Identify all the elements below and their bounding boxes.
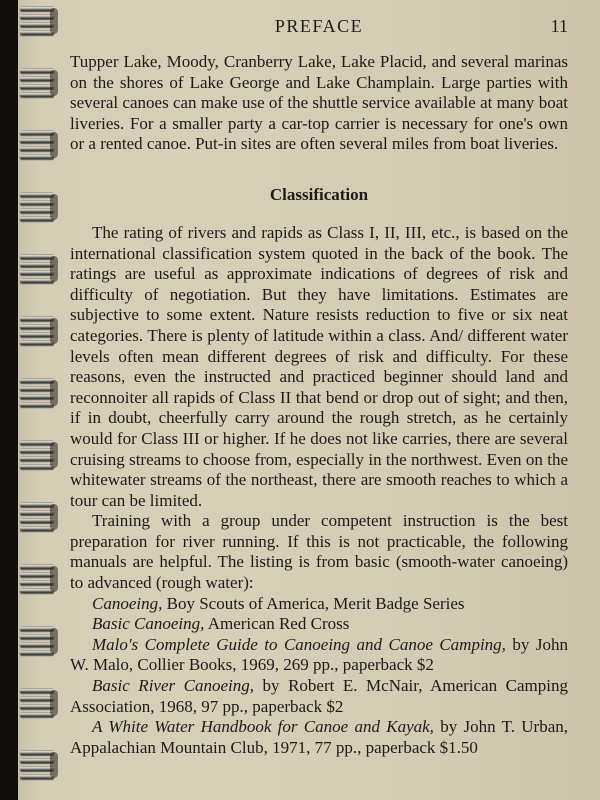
binding-wire (20, 154, 54, 159)
binding-wire (20, 76, 54, 81)
binding-wire (20, 518, 54, 523)
reference-detail: by Robert E. McNair, American Camping Association, 1968, 97 pp., paperback $2 (70, 676, 568, 716)
binding-coil (18, 190, 58, 224)
section-title: Classification (269, 184, 369, 204)
binding-wire (20, 688, 54, 693)
binding-wire (20, 262, 54, 267)
binding-wire (20, 378, 54, 383)
binding-wire (20, 324, 54, 329)
binding-wire (20, 386, 54, 391)
binding-wire (20, 572, 54, 577)
spiral-binding (18, 0, 62, 800)
reference-detail: Boy Scouts of America, Merit Badge Series (162, 593, 465, 613)
binding-wire (20, 696, 54, 701)
binding-wire (20, 278, 54, 283)
reference-title: A White Water Handbook for Canoe and Kayak, (92, 717, 434, 737)
binding-coil (18, 252, 58, 286)
binding-wire (20, 316, 54, 321)
binding-wire (20, 704, 54, 709)
binding-hole (50, 504, 58, 530)
binding-wire (20, 526, 54, 531)
binding-wire (20, 774, 54, 779)
binding-coil (18, 686, 58, 720)
binding-wire (20, 6, 54, 11)
binding-coil (18, 438, 58, 472)
binding-wire (20, 464, 54, 469)
binding-wire (20, 14, 54, 19)
binding-coil (18, 128, 58, 162)
binding-hole (50, 256, 58, 282)
binding-hole (50, 752, 58, 778)
classification-paragraph: The rating of rivers and rapids as Class I, II, III, etc., is based on the international classification system quoted in the back of the book. The ratings are useful as approximate indications of degrees of risk and difficulty of negotiation. But they have limitations. Estimates are subjective to some extent. Nature resists reduction to five or six neat categories. There is plenty of latitude within a class. And/ different water levels often mean different degrees of risk and difficulty. For these reasons, even the instructed and practiced beginner should land and reconnoiter all rapids of Class II that bend or drop out of sight; and then, if in doubt, cheerfully carry around the rough stretch, as he certainly would for Class III or higher. If he does not like carries, there are several cruising streams to choose from, especially in the northwest. Even on the whitewater streams of the northeast, there are smooth reaches to which a tour can be limited. (70, 222, 568, 510)
binding-coil (18, 500, 58, 534)
binding-coil (18, 314, 58, 348)
reference-title: Basic River Canoeing, (92, 676, 255, 696)
binding-wire (20, 138, 54, 143)
binding-wire (20, 580, 54, 585)
reference-item (70, 635, 568, 676)
reference-list (70, 594, 568, 759)
binding-hole (50, 70, 58, 96)
binding-wire (20, 650, 54, 655)
binding-wire (20, 510, 54, 515)
binding-hole (50, 318, 58, 344)
binding-hole (50, 8, 58, 34)
binding-hole (50, 690, 58, 716)
reference-title: Malo's Complete Guide to Canoeing and Canoe Camping, (92, 634, 506, 654)
binding-wire (20, 84, 54, 89)
reference-item (70, 594, 568, 615)
binding-wire (20, 22, 54, 27)
binding-wire (20, 68, 54, 73)
reference-detail: by John T. Urban, Appalachian Mountain Club, 1971, 77 pp., paperback $1.50 (70, 717, 568, 757)
binding-wire (20, 448, 54, 453)
running-head: PREFACE (274, 16, 364, 36)
binding-wire (20, 626, 54, 631)
binding-wire (20, 750, 54, 755)
binding-hole (50, 442, 58, 468)
binding-coil (18, 748, 58, 782)
binding-hole (50, 380, 58, 406)
binding-coil (18, 376, 58, 410)
binding-wire (20, 270, 54, 275)
binding-wire (20, 766, 54, 771)
reference-item (70, 676, 568, 717)
page-content (70, 16, 568, 758)
binding-wire (20, 146, 54, 151)
opening-paragraph: Tupper Lake, Moody, Cranberry Lake, Lake Placid, and several marinas on the shores of Lake George and Lake Champlain. Large parties with several canoes can make use of the shuttle service available at many boat liveries. For a smaller party a car-top carrier is necessary for one's own or a rented canoe. Put-in sites are often several miles from boat liveries. (70, 52, 568, 154)
binding-wire (20, 588, 54, 593)
binding-coil (18, 624, 58, 658)
binding-wire (20, 340, 54, 345)
reference-item (70, 717, 568, 758)
binding-coil (18, 4, 58, 38)
binding-wire (20, 208, 54, 213)
reference-detail: by John W. Malo, Collier Books, 1969, 269 pp., paperback $2 (70, 634, 568, 675)
binding-wire (20, 394, 54, 399)
training-paragraph: Training with a group under competent instruction is the best preparation for river running. If this is not practicable, the following manuals are helpful. The listing is from basic (smooth-water canoeing) to advanced (rough water): (70, 511, 568, 593)
binding-wire (20, 440, 54, 445)
book-page (18, 0, 600, 800)
binding-hole (50, 566, 58, 592)
reference-title: Basic Canoeing, (92, 614, 205, 634)
binding-wire (20, 254, 54, 259)
binding-wire (20, 758, 54, 763)
binding-wire (20, 332, 54, 337)
binding-hole (50, 132, 58, 158)
binding-wire (20, 634, 54, 639)
reference-title: Canoeing, (92, 593, 163, 613)
binding-hole (50, 194, 58, 220)
page-header (70, 16, 568, 46)
binding-wire (20, 642, 54, 647)
binding-wire (20, 130, 54, 135)
reference-item (70, 614, 568, 635)
binding-wire (20, 456, 54, 461)
page-number: 11 (550, 16, 568, 36)
binding-wire (20, 92, 54, 97)
binding-coil (18, 562, 58, 596)
binding-wire (20, 200, 54, 205)
binding-wire (20, 402, 54, 407)
binding-wire (20, 192, 54, 197)
reference-detail: American Red Cross (204, 614, 350, 634)
binding-wire (20, 216, 54, 221)
binding-hole (50, 628, 58, 654)
binding-wire (20, 502, 54, 507)
binding-coil (18, 66, 58, 100)
binding-wire (20, 564, 54, 569)
binding-wire (20, 30, 54, 35)
binding-wire (20, 712, 54, 717)
